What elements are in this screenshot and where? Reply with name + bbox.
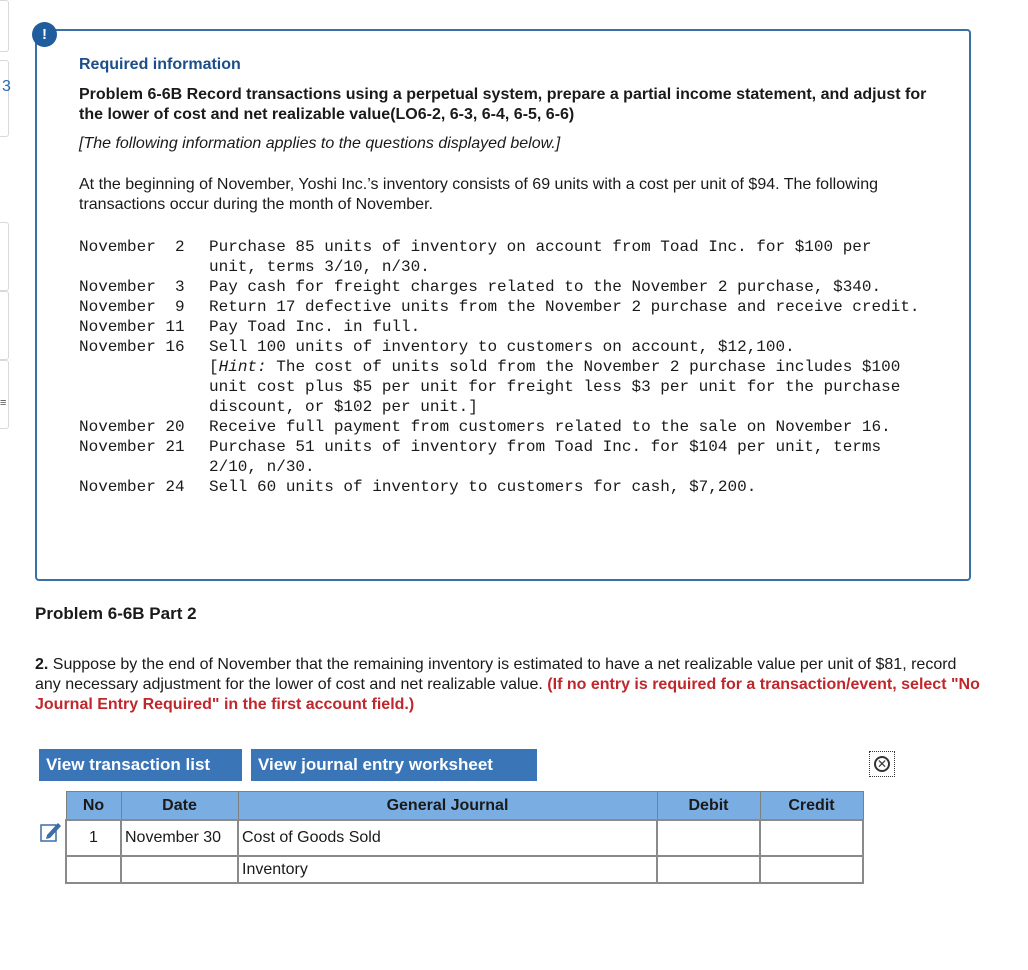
transaction-row <box>79 297 929 317</box>
transaction-row <box>79 477 929 497</box>
journal-debit[interactable] <box>657 820 760 856</box>
left-panel-tab <box>0 360 9 429</box>
alert-icon: ! <box>32 22 57 47</box>
transaction-date: November 24 <box>79 478 185 496</box>
question-body: Suppose by the end of November that the remaining inventory is estimated to have a net realizable value per unit of $81, record any necessary adjustment for the lower of cost and net realizable value. <box>35 656 957 693</box>
view-transaction-list-button[interactable]: View transaction list <box>39 749 242 781</box>
journal-row <box>66 820 863 856</box>
edit-pencil-icon[interactable] <box>40 820 62 842</box>
hint-label: Hint: <box>218 358 267 376</box>
journal-credit[interactable] <box>760 856 863 883</box>
transaction-date: November 11 <box>79 318 185 336</box>
transaction-text: Purchase 51 units of inventory from Toad Inc. for $104 per unit, terms 2/10, n/30. <box>209 438 882 476</box>
problem-title: Problem 6-6B Record transactions using a perpetual system, prepare a partial income statement, and adjust for the lower of cost and net realizable value(LO6-2, 6-3, 6-4, 6-5, 6-6) <box>79 86 927 123</box>
transaction-text: Sell 60 units of inventory to customers for cash, $7,200. <box>209 478 757 496</box>
transaction-date: November 21 <box>79 438 185 456</box>
question-instruction: (If no entry is required for a transaction/event, select "No Journal Entry Required" in the first account field.) <box>35 676 980 713</box>
left-panel-tab <box>0 222 9 291</box>
transaction-row <box>79 317 929 337</box>
transaction-date: November 16 <box>79 338 185 356</box>
journal-entry-no <box>66 856 121 883</box>
transaction-row <box>79 237 929 277</box>
hint-text: The cost of units sold from the November 2 purchase includes $100 unit cost plus $5 per unit for freight less $3 per unit for the purchase discount, or $102 per unit.] <box>209 358 901 416</box>
journal-row <box>66 856 863 883</box>
journal-account[interactable]: Inventory <box>238 856 657 883</box>
transaction-text: Purchase 85 units of inventory on account from Toad Inc. for $100 per unit, terms 3/10, n/30. <box>209 238 872 276</box>
transaction-row <box>79 437 929 477</box>
question-text <box>35 655 985 715</box>
part-title: Problem 6-6B Part 2 <box>35 604 197 623</box>
column-header-date: Date <box>121 792 238 821</box>
transaction-row <box>79 277 929 297</box>
transaction-text: Sell 100 units of inventory to customers on account, $12,100. [Hint: The cost of units sold from the November 2 purchase includes $100 unit cost plus $5 per unit for freight less $3 per unit for the purchase discount, or $102 per unit.] <box>209 338 901 416</box>
left-panel-tab <box>0 291 9 360</box>
transaction-date: November 9 <box>79 298 185 316</box>
transaction-text: Pay Toad Inc. in full. <box>209 318 421 336</box>
transaction-list <box>79 237 929 497</box>
journal-account[interactable]: Cost of Goods Sold <box>238 820 657 856</box>
transaction-text-main: Sell 100 units of inventory to customers on account, $12,100. <box>209 338 795 356</box>
left-panel-tab <box>0 0 9 52</box>
column-header-debit: Debit <box>657 792 760 821</box>
transaction-date: November 20 <box>79 418 185 436</box>
column-header-general-journal: General Journal <box>238 792 657 821</box>
info-note: [The following information applies to the questions displayed below.] <box>79 135 561 152</box>
transaction-row <box>79 417 929 437</box>
problem-intro: At the beginning of November, Yoshi Inc.’s inventory consists of 69 units with a cost per unit of $94. The following transactions occur during the month of November. <box>79 176 878 213</box>
journal-debit[interactable] <box>657 856 760 883</box>
journal-header-row <box>66 792 863 821</box>
menu-icon[interactable]: ≡ <box>0 397 7 409</box>
transaction-text: Pay cash for freight charges related to the November 2 purchase, $340. <box>209 278 882 296</box>
transaction-date: November 3 <box>79 278 185 296</box>
journal-date[interactable]: November 30 <box>121 820 238 856</box>
required-information-heading: Required information <box>79 56 241 73</box>
general-journal-table <box>65 791 864 884</box>
column-header-no: No <box>66 792 121 821</box>
question-number[interactable]: 3 <box>2 78 11 95</box>
journal-date[interactable] <box>121 856 238 883</box>
transaction-row <box>79 337 929 417</box>
transaction-text: Receive full payment from customers related to the sale on November 16. <box>209 418 891 436</box>
question-number-label: 2. <box>35 656 49 673</box>
left-panel-tab <box>0 60 9 137</box>
close-circle-icon[interactable]: ✕ <box>869 751 895 777</box>
transaction-date: November 2 <box>79 238 185 256</box>
journal-credit[interactable] <box>760 820 863 856</box>
journal-entry-no: 1 <box>66 820 121 856</box>
column-header-credit: Credit <box>760 792 863 821</box>
transaction-text: Return 17 defective units from the November 2 purchase and receive credit. <box>209 298 920 316</box>
view-journal-entry-worksheet-button[interactable]: View journal entry worksheet <box>251 749 537 781</box>
